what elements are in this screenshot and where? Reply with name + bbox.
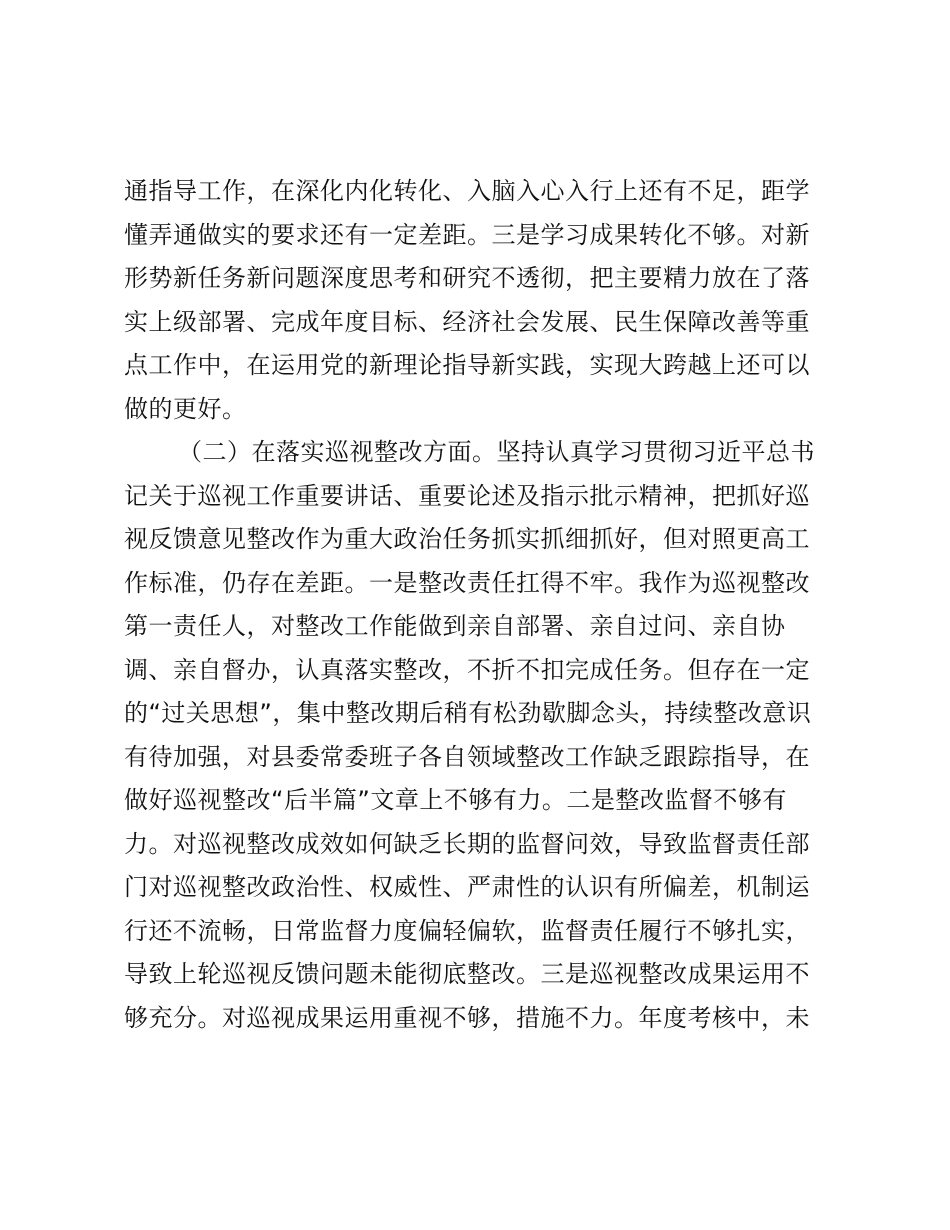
text-line: 力。对巡视整改成效如何缺乏长期的监督问效，导致监督责任部 bbox=[124, 829, 810, 858]
text-line: 行还不流畅，日常监督力度偏轻偏软，监督责任履行不够扎实， bbox=[124, 916, 810, 945]
section-heading-line: （二）在落实巡视整改方面。坚持认真学习贯彻习近平总书 bbox=[178, 438, 815, 466]
text-line: 门对巡视整改政治性、权威性、严肃性的认识有所偏差，机制运 bbox=[124, 873, 810, 901]
text-line: 第一责任人，对整改工作能做到亲自部署、亲自过问、亲自协 bbox=[124, 612, 786, 640]
text-line: 做好巡视整改“后半篇”文章上不够有力。二是整改监督不够有 bbox=[124, 786, 787, 814]
text-line: 调、亲自督办，认真落实整改，不折不扣完成任务。但存在一定 bbox=[124, 655, 810, 684]
text-line: 视反馈意见整改作为重大政治任务抓实抓细抓好，但对照更高工 bbox=[124, 525, 810, 553]
text-line: 导致上轮巡视反馈问题未能彻底整改。三是巡视整改成果运用不 bbox=[124, 960, 810, 988]
document-body bbox=[124, 170, 824, 1040]
text-line: 够充分。对巡视成果运用重视不够，措施不力。年度考核中，未 bbox=[124, 1003, 810, 1032]
text-line: 有待加强，对县委常委班子各自领域整改工作缺乏跟踪指导，在 bbox=[124, 742, 810, 771]
text-line: 记关于巡视工作重要讲话、重要论述及指示批示精神，把抓好巡 bbox=[124, 481, 810, 510]
text-line: 形势新任务新问题深度思考和研究不透彻，把主要精力放在了落 bbox=[124, 264, 810, 292]
text-line: 通指导工作，在深化内化转化、入脑入心入行上还有不足，距学 bbox=[124, 177, 810, 205]
text-line: 点工作中，在运用党的新理论指导新实践，实现大跨越上还可以 bbox=[124, 351, 810, 379]
text-line: 实上级部署、完成年度目标、经济社会发展、民生保障改善等重 bbox=[124, 307, 810, 336]
text-line: 做的更好。 bbox=[124, 394, 247, 423]
text-line: 作标准，仍存在差距。一是整改责任扛得不牢。我作为巡视整改 bbox=[124, 568, 810, 597]
text-line: 的“过关思想”，集中整改期后稍有松劲歇脚念头，持续整改意识 bbox=[124, 699, 812, 727]
text-line: 懂弄通做实的要求还有一定差距。三是学习成果转化不够。对新 bbox=[124, 220, 810, 249]
